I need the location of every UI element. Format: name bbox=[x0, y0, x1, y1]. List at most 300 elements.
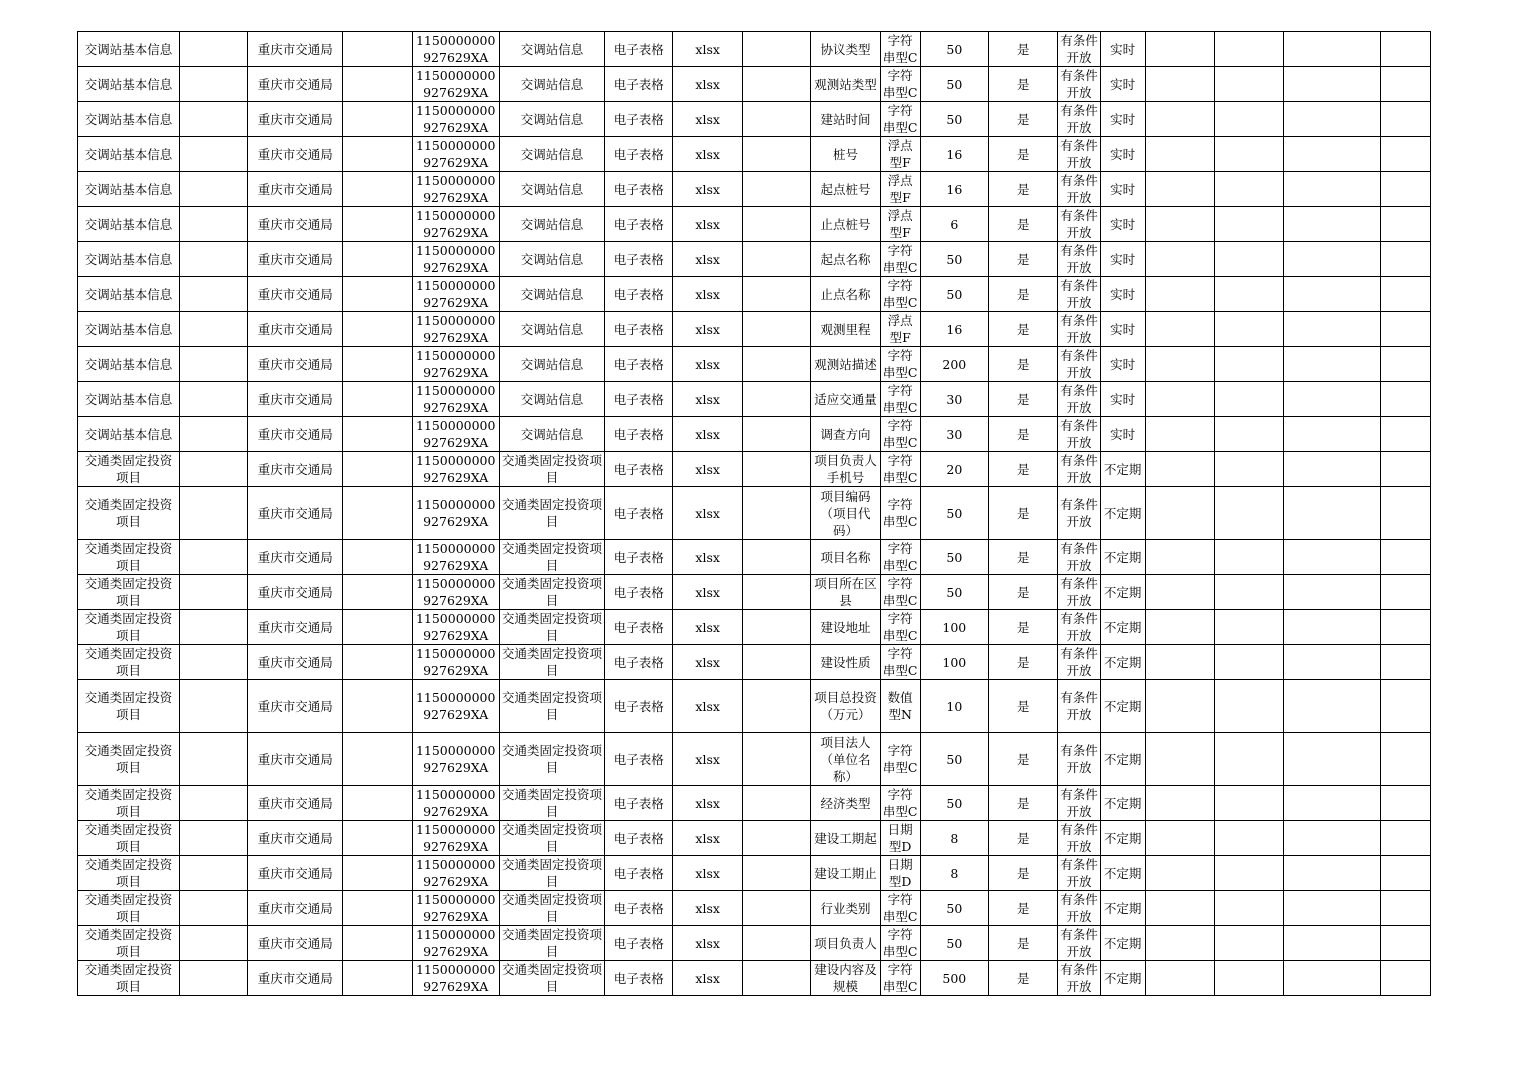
field-name-cell: 项目总投资（万元） bbox=[811, 680, 880, 733]
empty-cell bbox=[343, 277, 412, 312]
file-format-cell: xlsx bbox=[673, 926, 742, 961]
empty-cell bbox=[1145, 382, 1214, 417]
empty-cell bbox=[1381, 277, 1431, 312]
empty-cell bbox=[742, 32, 810, 67]
field-length-cell: 50 bbox=[920, 926, 988, 961]
update-frequency-cell: 不定期 bbox=[1100, 680, 1145, 733]
empty-cell bbox=[343, 452, 412, 487]
empty-cell bbox=[742, 102, 810, 137]
org-code-cell: 1150000000927629XA bbox=[412, 242, 499, 277]
provider-org-cell: 重庆市交通局 bbox=[248, 961, 343, 996]
org-code-cell: 1150000000927629XA bbox=[412, 856, 499, 891]
field-length-cell: 500 bbox=[920, 961, 988, 996]
field-length-cell: 50 bbox=[920, 487, 988, 540]
required-flag-cell: 是 bbox=[989, 347, 1058, 382]
provider-org-cell: 重庆市交通局 bbox=[248, 926, 343, 961]
empty-cell bbox=[1283, 733, 1381, 786]
required-flag-cell: 是 bbox=[989, 961, 1058, 996]
empty-cell bbox=[1283, 786, 1381, 821]
file-format-cell: xlsx bbox=[673, 575, 742, 610]
file-format-cell: xlsx bbox=[673, 540, 742, 575]
info-system-cell: 交通类固定投资项目 bbox=[499, 891, 604, 926]
field-length-cell: 50 bbox=[920, 32, 988, 67]
data-type-cell: 浮点型F bbox=[880, 172, 920, 207]
update-frequency-cell: 不定期 bbox=[1100, 540, 1145, 575]
field-length-cell: 30 bbox=[920, 417, 988, 452]
empty-cell bbox=[1381, 312, 1431, 347]
required-flag-cell: 是 bbox=[989, 487, 1058, 540]
share-type-cell: 有条件开放 bbox=[1058, 32, 1100, 67]
empty-cell bbox=[1283, 856, 1381, 891]
format-category-cell: 电子表格 bbox=[605, 172, 673, 207]
table-row bbox=[78, 312, 1431, 347]
field-name-cell: 建设工期起 bbox=[811, 821, 880, 856]
resource-name-cell: 交通类固定投资项目 bbox=[78, 610, 180, 645]
empty-cell bbox=[1283, 32, 1381, 67]
info-system-cell: 交调站信息 bbox=[499, 417, 604, 452]
required-flag-cell: 是 bbox=[989, 926, 1058, 961]
table-row bbox=[78, 67, 1431, 102]
empty-cell bbox=[1145, 645, 1214, 680]
resource-name-cell: 交通类固定投资项目 bbox=[78, 926, 180, 961]
data-type-cell: 字符串型C bbox=[880, 610, 920, 645]
empty-cell bbox=[343, 172, 412, 207]
provider-org-cell: 重庆市交通局 bbox=[248, 821, 343, 856]
file-format-cell: xlsx bbox=[673, 32, 742, 67]
empty-cell bbox=[1145, 137, 1214, 172]
field-name-cell: 起点桩号 bbox=[811, 172, 880, 207]
empty-cell bbox=[1215, 610, 1283, 645]
table-row bbox=[78, 172, 1431, 207]
update-frequency-cell: 实时 bbox=[1100, 137, 1145, 172]
resource-name-cell: 交调站基本信息 bbox=[78, 102, 180, 137]
empty-cell bbox=[180, 680, 248, 733]
format-category-cell: 电子表格 bbox=[605, 452, 673, 487]
org-code-cell: 1150000000927629XA bbox=[412, 452, 499, 487]
table-row bbox=[78, 417, 1431, 452]
field-length-cell: 50 bbox=[920, 540, 988, 575]
empty-cell bbox=[180, 610, 248, 645]
org-code-cell: 1150000000927629XA bbox=[412, 312, 499, 347]
provider-org-cell: 重庆市交通局 bbox=[248, 891, 343, 926]
provider-org-cell: 重庆市交通局 bbox=[248, 207, 343, 242]
empty-cell bbox=[180, 645, 248, 680]
empty-cell bbox=[343, 645, 412, 680]
format-category-cell: 电子表格 bbox=[605, 277, 673, 312]
data-type-cell: 字符串型C bbox=[880, 926, 920, 961]
empty-cell bbox=[343, 487, 412, 540]
empty-cell bbox=[1283, 102, 1381, 137]
org-code-cell: 1150000000927629XA bbox=[412, 277, 499, 312]
info-system-cell: 交通类固定投资项目 bbox=[499, 926, 604, 961]
field-length-cell: 10 bbox=[920, 680, 988, 733]
empty-cell bbox=[1283, 242, 1381, 277]
field-name-cell: 行业类别 bbox=[811, 891, 880, 926]
file-format-cell: xlsx bbox=[673, 856, 742, 891]
empty-cell bbox=[742, 786, 810, 821]
empty-cell bbox=[1145, 575, 1214, 610]
file-format-cell: xlsx bbox=[673, 786, 742, 821]
provider-org-cell: 重庆市交通局 bbox=[248, 32, 343, 67]
org-code-cell: 1150000000927629XA bbox=[412, 891, 499, 926]
format-category-cell: 电子表格 bbox=[605, 680, 673, 733]
data-type-cell: 字符串型C bbox=[880, 242, 920, 277]
provider-org-cell: 重庆市交通局 bbox=[248, 575, 343, 610]
data-type-cell: 字符串型C bbox=[880, 452, 920, 487]
table-row bbox=[78, 32, 1431, 67]
provider-org-cell: 重庆市交通局 bbox=[248, 347, 343, 382]
empty-cell bbox=[742, 207, 810, 242]
data-type-cell: 字符串型C bbox=[880, 540, 920, 575]
empty-cell bbox=[1381, 786, 1431, 821]
empty-cell bbox=[1145, 786, 1214, 821]
field-name-cell: 观测站类型 bbox=[811, 67, 880, 102]
share-type-cell: 有条件开放 bbox=[1058, 540, 1100, 575]
field-name-cell: 协议类型 bbox=[811, 32, 880, 67]
empty-cell bbox=[1215, 821, 1283, 856]
required-flag-cell: 是 bbox=[989, 540, 1058, 575]
data-type-cell: 字符串型C bbox=[880, 961, 920, 996]
empty-cell bbox=[1145, 277, 1214, 312]
field-name-cell: 建设性质 bbox=[811, 645, 880, 680]
info-system-cell: 交通类固定投资项目 bbox=[499, 487, 604, 540]
empty-cell bbox=[1283, 137, 1381, 172]
format-category-cell: 电子表格 bbox=[605, 540, 673, 575]
share-type-cell: 有条件开放 bbox=[1058, 242, 1100, 277]
info-system-cell: 交调站信息 bbox=[499, 32, 604, 67]
update-frequency-cell: 实时 bbox=[1100, 207, 1145, 242]
info-system-cell: 交通类固定投资项目 bbox=[499, 821, 604, 856]
empty-cell bbox=[1145, 821, 1214, 856]
resource-name-cell: 交通类固定投资项目 bbox=[78, 891, 180, 926]
empty-cell bbox=[1215, 856, 1283, 891]
empty-cell bbox=[180, 207, 248, 242]
empty-cell bbox=[1215, 207, 1283, 242]
empty-cell bbox=[742, 961, 810, 996]
empty-cell bbox=[742, 312, 810, 347]
empty-cell bbox=[180, 540, 248, 575]
empty-cell bbox=[1283, 452, 1381, 487]
empty-cell bbox=[1381, 347, 1431, 382]
format-category-cell: 电子表格 bbox=[605, 821, 673, 856]
org-code-cell: 1150000000927629XA bbox=[412, 487, 499, 540]
empty-cell bbox=[180, 926, 248, 961]
field-name-cell: 项目负责人手机号 bbox=[811, 452, 880, 487]
empty-cell bbox=[1215, 891, 1283, 926]
empty-cell bbox=[180, 277, 248, 312]
empty-cell bbox=[1283, 891, 1381, 926]
share-type-cell: 有条件开放 bbox=[1058, 733, 1100, 786]
resource-name-cell: 交调站基本信息 bbox=[78, 347, 180, 382]
org-code-cell: 1150000000927629XA bbox=[412, 32, 499, 67]
empty-cell bbox=[1283, 67, 1381, 102]
field-length-cell: 6 bbox=[920, 207, 988, 242]
provider-org-cell: 重庆市交通局 bbox=[248, 137, 343, 172]
format-category-cell: 电子表格 bbox=[605, 645, 673, 680]
file-format-cell: xlsx bbox=[673, 821, 742, 856]
empty-cell bbox=[1215, 487, 1283, 540]
update-frequency-cell: 实时 bbox=[1100, 102, 1145, 137]
empty-cell bbox=[1381, 575, 1431, 610]
empty-cell bbox=[1283, 487, 1381, 540]
file-format-cell: xlsx bbox=[673, 680, 742, 733]
empty-cell bbox=[1215, 312, 1283, 347]
empty-cell bbox=[1215, 347, 1283, 382]
share-type-cell: 有条件开放 bbox=[1058, 137, 1100, 172]
required-flag-cell: 是 bbox=[989, 277, 1058, 312]
empty-cell bbox=[1283, 821, 1381, 856]
update-frequency-cell: 实时 bbox=[1100, 382, 1145, 417]
format-category-cell: 电子表格 bbox=[605, 856, 673, 891]
provider-org-cell: 重庆市交通局 bbox=[248, 67, 343, 102]
empty-cell bbox=[1145, 32, 1214, 67]
empty-cell bbox=[1145, 733, 1214, 786]
empty-cell bbox=[1145, 102, 1214, 137]
file-format-cell: xlsx bbox=[673, 382, 742, 417]
format-category-cell: 电子表格 bbox=[605, 347, 673, 382]
required-flag-cell: 是 bbox=[989, 382, 1058, 417]
empty-cell bbox=[1381, 137, 1431, 172]
resource-name-cell: 交调站基本信息 bbox=[78, 172, 180, 207]
empty-cell bbox=[343, 207, 412, 242]
table-row bbox=[78, 680, 1431, 733]
resource-name-cell: 交通类固定投资项目 bbox=[78, 733, 180, 786]
empty-cell bbox=[1215, 137, 1283, 172]
info-system-cell: 交调站信息 bbox=[499, 102, 604, 137]
data-type-cell: 字符串型C bbox=[880, 382, 920, 417]
resource-name-cell: 交调站基本信息 bbox=[78, 277, 180, 312]
field-name-cell: 止点名称 bbox=[811, 277, 880, 312]
empty-cell bbox=[1215, 540, 1283, 575]
field-length-cell: 200 bbox=[920, 347, 988, 382]
format-category-cell: 电子表格 bbox=[605, 32, 673, 67]
empty-cell bbox=[1381, 821, 1431, 856]
share-type-cell: 有条件开放 bbox=[1058, 610, 1100, 645]
field-name-cell: 项目所在区县 bbox=[811, 575, 880, 610]
empty-cell bbox=[1381, 102, 1431, 137]
field-length-cell: 8 bbox=[920, 821, 988, 856]
empty-cell bbox=[742, 347, 810, 382]
share-type-cell: 有条件开放 bbox=[1058, 856, 1100, 891]
empty-cell bbox=[1215, 67, 1283, 102]
data-type-cell: 字符串型C bbox=[880, 645, 920, 680]
resource-name-cell: 交调站基本信息 bbox=[78, 67, 180, 102]
provider-org-cell: 重庆市交通局 bbox=[248, 452, 343, 487]
empty-cell bbox=[1381, 487, 1431, 540]
share-type-cell: 有条件开放 bbox=[1058, 786, 1100, 821]
empty-cell bbox=[1283, 172, 1381, 207]
empty-cell bbox=[1283, 347, 1381, 382]
data-type-cell: 字符串型C bbox=[880, 67, 920, 102]
table-row bbox=[78, 452, 1431, 487]
resource-name-cell: 交通类固定投资项目 bbox=[78, 856, 180, 891]
table-row bbox=[78, 961, 1431, 996]
empty-cell bbox=[742, 137, 810, 172]
required-flag-cell: 是 bbox=[989, 645, 1058, 680]
resource-name-cell: 交通类固定投资项目 bbox=[78, 540, 180, 575]
required-flag-cell: 是 bbox=[989, 172, 1058, 207]
data-type-cell: 字符串型C bbox=[880, 32, 920, 67]
empty-cell bbox=[180, 172, 248, 207]
required-flag-cell: 是 bbox=[989, 610, 1058, 645]
empty-cell bbox=[1145, 242, 1214, 277]
field-name-cell: 观测里程 bbox=[811, 312, 880, 347]
empty-cell bbox=[1145, 312, 1214, 347]
share-type-cell: 有条件开放 bbox=[1058, 347, 1100, 382]
empty-cell bbox=[180, 961, 248, 996]
resource-name-cell: 交调站基本信息 bbox=[78, 137, 180, 172]
file-format-cell: xlsx bbox=[673, 961, 742, 996]
empty-cell bbox=[1145, 856, 1214, 891]
empty-cell bbox=[1381, 733, 1431, 786]
empty-cell bbox=[742, 645, 810, 680]
provider-org-cell: 重庆市交通局 bbox=[248, 102, 343, 137]
field-name-cell: 适应交通量 bbox=[811, 382, 880, 417]
empty-cell bbox=[1215, 961, 1283, 996]
share-type-cell: 有条件开放 bbox=[1058, 575, 1100, 610]
file-format-cell: xlsx bbox=[673, 417, 742, 452]
data-type-cell: 字符串型C bbox=[880, 786, 920, 821]
org-code-cell: 1150000000927629XA bbox=[412, 207, 499, 242]
update-frequency-cell: 不定期 bbox=[1100, 610, 1145, 645]
file-format-cell: xlsx bbox=[673, 347, 742, 382]
info-system-cell: 交调站信息 bbox=[499, 347, 604, 382]
empty-cell bbox=[1145, 67, 1214, 102]
field-length-cell: 16 bbox=[920, 172, 988, 207]
info-system-cell: 交调站信息 bbox=[499, 242, 604, 277]
share-type-cell: 有条件开放 bbox=[1058, 821, 1100, 856]
empty-cell bbox=[1145, 417, 1214, 452]
empty-cell bbox=[1215, 32, 1283, 67]
update-frequency-cell: 实时 bbox=[1100, 417, 1145, 452]
empty-cell bbox=[343, 32, 412, 67]
update-frequency-cell: 不定期 bbox=[1100, 961, 1145, 996]
empty-cell bbox=[1145, 347, 1214, 382]
resource-name-cell: 交通类固定投资项目 bbox=[78, 452, 180, 487]
empty-cell bbox=[1215, 172, 1283, 207]
table-row bbox=[78, 645, 1431, 680]
empty-cell bbox=[1381, 610, 1431, 645]
format-category-cell: 电子表格 bbox=[605, 102, 673, 137]
org-code-cell: 1150000000927629XA bbox=[412, 67, 499, 102]
empty-cell bbox=[343, 733, 412, 786]
update-frequency-cell: 不定期 bbox=[1100, 575, 1145, 610]
empty-cell bbox=[180, 891, 248, 926]
table-body bbox=[78, 32, 1431, 996]
format-category-cell: 电子表格 bbox=[605, 312, 673, 347]
share-type-cell: 有条件开放 bbox=[1058, 102, 1100, 137]
empty-cell bbox=[343, 102, 412, 137]
field-name-cell: 项目负责人 bbox=[811, 926, 880, 961]
empty-cell bbox=[1381, 891, 1431, 926]
empty-cell bbox=[742, 172, 810, 207]
empty-cell bbox=[180, 102, 248, 137]
field-name-cell: 桩号 bbox=[811, 137, 880, 172]
provider-org-cell: 重庆市交通局 bbox=[248, 610, 343, 645]
share-type-cell: 有条件开放 bbox=[1058, 207, 1100, 242]
format-category-cell: 电子表格 bbox=[605, 137, 673, 172]
update-frequency-cell: 不定期 bbox=[1100, 452, 1145, 487]
field-length-cell: 50 bbox=[920, 575, 988, 610]
table-row bbox=[78, 733, 1431, 786]
empty-cell bbox=[180, 382, 248, 417]
info-system-cell: 交调站信息 bbox=[499, 207, 604, 242]
resource-name-cell: 交通类固定投资项目 bbox=[78, 680, 180, 733]
empty-cell bbox=[1283, 207, 1381, 242]
data-type-cell: 字符串型C bbox=[880, 733, 920, 786]
resource-name-cell: 交通类固定投资项目 bbox=[78, 487, 180, 540]
share-type-cell: 有条件开放 bbox=[1058, 172, 1100, 207]
empty-cell bbox=[1381, 382, 1431, 417]
empty-cell bbox=[1381, 172, 1431, 207]
table-row bbox=[78, 926, 1431, 961]
field-length-cell: 50 bbox=[920, 733, 988, 786]
info-system-cell: 交通类固定投资项目 bbox=[499, 452, 604, 487]
provider-org-cell: 重庆市交通局 bbox=[248, 277, 343, 312]
empty-cell bbox=[1381, 242, 1431, 277]
required-flag-cell: 是 bbox=[989, 32, 1058, 67]
org-code-cell: 1150000000927629XA bbox=[412, 575, 499, 610]
field-length-cell: 16 bbox=[920, 137, 988, 172]
table-row bbox=[78, 821, 1431, 856]
share-type-cell: 有条件开放 bbox=[1058, 417, 1100, 452]
required-flag-cell: 是 bbox=[989, 67, 1058, 102]
empty-cell bbox=[1145, 961, 1214, 996]
field-length-cell: 50 bbox=[920, 891, 988, 926]
empty-cell bbox=[343, 610, 412, 645]
provider-org-cell: 重庆市交通局 bbox=[248, 733, 343, 786]
empty-cell bbox=[1381, 207, 1431, 242]
info-system-cell: 交调站信息 bbox=[499, 67, 604, 102]
empty-cell bbox=[1283, 926, 1381, 961]
file-format-cell: xlsx bbox=[673, 733, 742, 786]
field-length-cell: 100 bbox=[920, 645, 988, 680]
empty-cell bbox=[742, 242, 810, 277]
empty-cell bbox=[742, 382, 810, 417]
empty-cell bbox=[1283, 417, 1381, 452]
table-row bbox=[78, 207, 1431, 242]
field-length-cell: 50 bbox=[920, 102, 988, 137]
update-frequency-cell: 实时 bbox=[1100, 242, 1145, 277]
required-flag-cell: 是 bbox=[989, 207, 1058, 242]
empty-cell bbox=[180, 32, 248, 67]
format-category-cell: 电子表格 bbox=[605, 417, 673, 452]
info-system-cell: 交调站信息 bbox=[499, 277, 604, 312]
file-format-cell: xlsx bbox=[673, 172, 742, 207]
share-type-cell: 有条件开放 bbox=[1058, 382, 1100, 417]
field-name-cell: 调查方向 bbox=[811, 417, 880, 452]
empty-cell bbox=[1283, 540, 1381, 575]
empty-cell bbox=[180, 856, 248, 891]
empty-cell bbox=[343, 856, 412, 891]
data-type-cell: 字符串型C bbox=[880, 575, 920, 610]
format-category-cell: 电子表格 bbox=[605, 733, 673, 786]
format-category-cell: 电子表格 bbox=[605, 382, 673, 417]
empty-cell bbox=[1145, 452, 1214, 487]
empty-cell bbox=[1215, 102, 1283, 137]
update-frequency-cell: 不定期 bbox=[1100, 733, 1145, 786]
update-frequency-cell: 实时 bbox=[1100, 347, 1145, 382]
org-code-cell: 1150000000927629XA bbox=[412, 172, 499, 207]
info-system-cell: 交通类固定投资项目 bbox=[499, 575, 604, 610]
empty-cell bbox=[343, 891, 412, 926]
share-type-cell: 有条件开放 bbox=[1058, 680, 1100, 733]
update-frequency-cell: 不定期 bbox=[1100, 891, 1145, 926]
provider-org-cell: 重庆市交通局 bbox=[248, 856, 343, 891]
required-flag-cell: 是 bbox=[989, 312, 1058, 347]
table-row bbox=[78, 242, 1431, 277]
empty-cell bbox=[1381, 961, 1431, 996]
